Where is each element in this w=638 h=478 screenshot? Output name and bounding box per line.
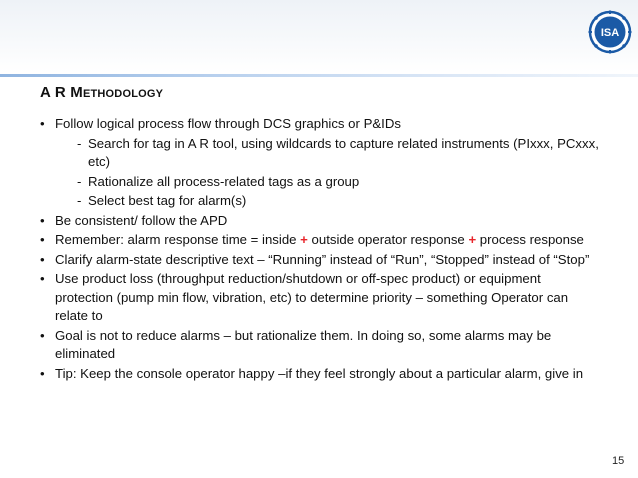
isa-logo xyxy=(588,10,632,54)
title-cap: M xyxy=(70,84,83,101)
slide-title xyxy=(40,84,163,101)
sub-bullet-item: - Rationalize all process-related tags as a group xyxy=(40,173,600,192)
header-band xyxy=(0,0,638,72)
sub-bullet-item: - Select best tag for alarm(s) xyxy=(40,192,600,211)
bullet-item xyxy=(40,231,600,250)
bullet-text: process response xyxy=(476,232,584,247)
bullet-text: outside operator response xyxy=(307,232,469,247)
bullet-item: • Tip: Keep the console operator happy –if they feel strongly about a particular alarm, give in xyxy=(40,365,600,384)
plus-sign: + xyxy=(468,232,477,247)
sub-bullet-item: - Search for tag in A R tool, using wildcards to capture related instruments (PIxxx, PCxxx, etc) xyxy=(40,135,600,172)
plus-sign: + xyxy=(300,232,308,247)
bullet-text: Remember: alarm response time = inside xyxy=(55,232,301,247)
bullet-item: • Follow logical process flow through DCS graphics or P&IDs xyxy=(40,115,600,134)
title-rest: ETHODOLOGY xyxy=(82,88,164,100)
bullet-list xyxy=(40,115,600,384)
logo-text: ISA xyxy=(600,27,620,39)
title-first: A R xyxy=(40,84,71,101)
header-divider xyxy=(0,74,638,77)
bullet-item: • Use product loss (throughput reduction/shutdown or off-spec product) or equipment protection (pump min flow, vibration, etc) to determine priority – something Operator can relate to xyxy=(40,270,600,326)
bullet-item: • Be consistent/ follow the APD xyxy=(40,212,600,231)
page-number: 15 xyxy=(612,455,625,467)
bullet-item: • Clarify alarm-state descriptive text – “Running” instead of “Run”, “Stopped” instead of “Stop” xyxy=(40,251,600,270)
bullet-item: • Goal is not to reduce alarms – but rationalize them. In doing so, some alarms may be eliminated xyxy=(40,327,600,364)
